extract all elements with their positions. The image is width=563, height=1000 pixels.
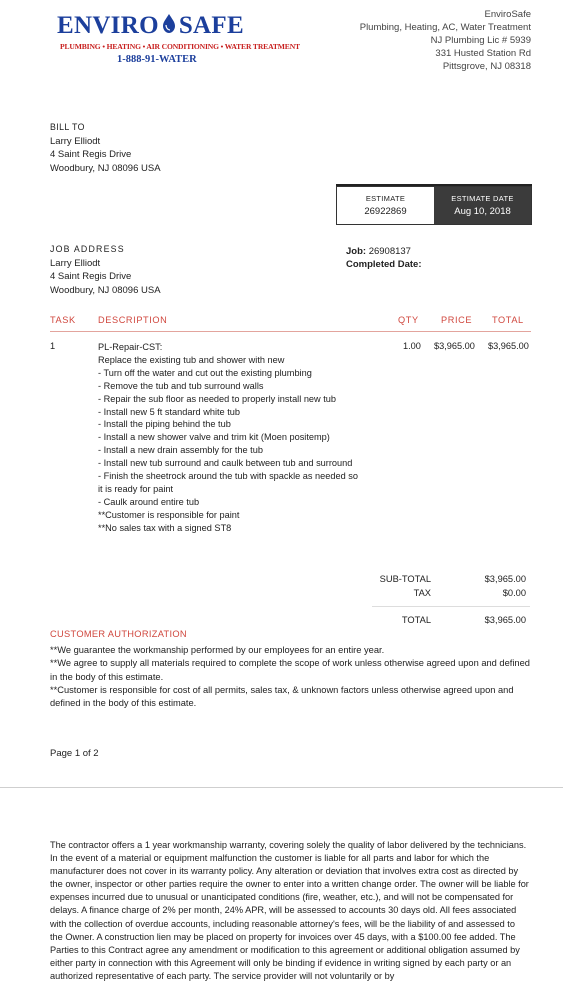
authorization-line: **We agree to supply all materials required to complete the scope of work unless otherwise agreed upon and defined in the body of this estimate.	[50, 658, 530, 682]
description-line: **Customer is responsible for paint	[98, 509, 240, 520]
description-line: - Install the piping behind the tub	[98, 419, 231, 430]
subtotal-label: SUB-TOTAL	[379, 574, 431, 584]
description-line: - Install a new drain assembly for the tub	[98, 445, 263, 456]
col-header-price: PRICE	[441, 315, 473, 325]
row-price: $3,965.00	[434, 341, 475, 351]
description-line: it is ready for paint	[98, 483, 174, 494]
job-label: Job:	[346, 246, 367, 257]
description-line: **No sales tax with a signed ST8	[98, 522, 232, 533]
tax-label: TAX	[413, 588, 431, 598]
authorization-text	[50, 644, 535, 710]
description-line: - Remove the tub and tub surround walls	[98, 380, 264, 391]
job-address-name: Larry Elliodt	[50, 257, 101, 269]
description-line: - Install a new shower valve and trim kit (Moen positemp)	[98, 432, 330, 443]
job-address-heading: JOB ADDRESS	[50, 244, 125, 254]
row-total: $3,965.00	[488, 341, 529, 351]
tax-value: $0.00	[502, 588, 526, 598]
authorization-title: CUSTOMER AUTHORIZATION	[50, 629, 187, 639]
logo-tagline: PLUMBING • HEATING • AIR CONDITIONING • WATER TREATMENT	[60, 42, 300, 51]
total-label: TOTAL	[401, 615, 431, 625]
col-header-total: TOTAL	[492, 315, 524, 325]
logo-phone: 1-888-91-WATER	[117, 54, 197, 65]
logo-text-safe: SAFE	[178, 12, 244, 39]
bill-to-city: Woodbury, NJ 08096 USA	[50, 162, 161, 174]
estimate-date: Aug 10, 2018	[454, 206, 511, 217]
table-header-rule	[50, 331, 531, 332]
description-line: PL-Repair-CST:	[98, 342, 163, 352]
col-header-qty: QTY	[398, 315, 419, 325]
company-info	[360, 8, 531, 73]
estimate-number: 26922869	[364, 206, 407, 217]
company-street: 331 Husted Station Rd	[435, 48, 531, 59]
description-line: - Install new tub surround and caulk between tub and surround	[98, 458, 353, 469]
authorization-line: **Customer is responsible for cost of all permits, sales tax, & unknown factors unless otherwise agreed upon and defined in the body of this estimate.	[50, 684, 514, 709]
company-logo	[57, 12, 244, 40]
description-line: - Finish the sheetrock around the tub with spackle as needed so	[98, 471, 358, 482]
company-name: EnviroSafe	[484, 9, 531, 20]
job-number: 26908137	[368, 246, 411, 257]
estimate-date-cell	[434, 187, 531, 224]
description-line: - Caulk around entire tub	[98, 496, 200, 507]
authorization-line: **We guarantee the workmanship performed by our employees for an entire year.	[50, 645, 385, 655]
description-line: - Install new 5 ft standard white tub	[98, 406, 240, 417]
water-drop-icon	[160, 13, 178, 35]
estimate-number-cell	[337, 187, 434, 224]
col-header-task: TASK	[50, 315, 76, 325]
col-header-description: DESCRIPTION	[98, 315, 168, 325]
estimate-date-label: ESTIMATE DATE	[451, 194, 514, 203]
completed-date-label: Completed Date:	[346, 259, 422, 270]
totals-labels	[300, 572, 431, 600]
description-line: Replace the existing tub and shower with new	[98, 354, 285, 365]
bill-to	[50, 121, 161, 175]
estimate-box	[336, 186, 532, 225]
job-info	[346, 245, 421, 271]
company-city: Pittsgrove, NJ 08318	[442, 61, 531, 72]
logo-text-enviro: ENVIRO	[57, 12, 159, 39]
company-services: Plumbing, Heating, AC, Water Treatment	[359, 22, 531, 33]
estimate-label: ESTIMATE	[365, 194, 406, 203]
row-task: 1	[50, 341, 56, 351]
total-value: $3,965.00	[484, 615, 526, 625]
bill-to-heading: BILL TO	[50, 122, 85, 132]
subtotal-value: $3,965.00	[484, 574, 526, 584]
description-line: - Repair the sub floor as needed to properly install new tub	[98, 393, 336, 404]
page-number: Page 1 of 2	[50, 748, 99, 759]
totals-rule	[372, 606, 530, 607]
row-qty: 1.00	[403, 341, 421, 351]
job-address-city: Woodbury, NJ 08096 USA	[50, 284, 161, 296]
job-address	[50, 243, 161, 297]
description-line: - Turn off the water and cut out the existing plumbing	[98, 367, 312, 378]
totals-values	[440, 572, 526, 600]
row-description	[98, 341, 398, 535]
terms-paragraph: The contractor offers a 1 year workmanship warranty, covering solely the quality of labor delivered by the technicians. In the event of a material or equipment malfunction the customer is liable for all parts and labor for which the manufacturer does not cover in its warranty policy. Any alteration or deviation that involves extra cost as directed by the owner, inspector or other parties require the owner to enter into a written change order. The owner will be liable for expenses incurred due to unusual or unanticipated conditions (fire, weather, etc.), and will not be compensated for delays. A finance charge of 2% per month, 24% APR, will be assessed to accounts 30 days old. All fees associated with the collection of overdue accounts, including reasonable attorney's fees, will be the liability of and assessed to the Owner. A construction lien may be placed on property for invoices over 45 days, with a $100.00 fee added. The Parties to this Contract agree any amendment or modification to this agreement or additional obligation assumed by either party in connection with this Agreement will only be binding if evidence in writing signed by each party or an authorized representative of each party. The service provider will not voluntarily or by	[50, 840, 529, 981]
company-license: NJ Plumbing Lic # 5939	[430, 35, 531, 46]
bill-to-street: 4 Saint Regis Drive	[50, 149, 132, 160]
bill-to-name: Larry Elliodt	[50, 135, 101, 147]
page-separator	[0, 787, 563, 788]
job-address-street: 4 Saint Regis Drive	[50, 271, 132, 282]
